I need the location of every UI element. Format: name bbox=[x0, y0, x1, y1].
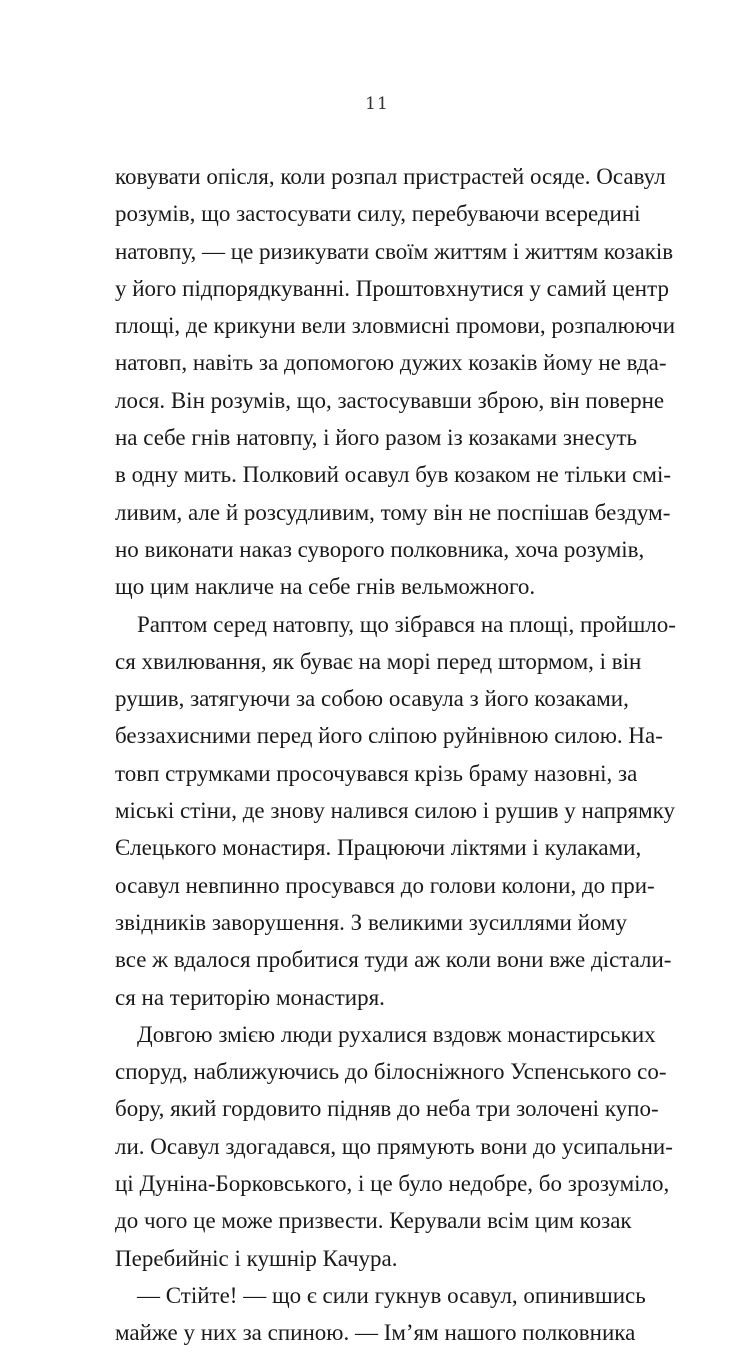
text-line: лося. Він розумів, що, застосувавши зброю, він поверне bbox=[115, 387, 665, 413]
text-line: ці Дуніна-Борковського, і це було недобре, бо зрозуміло, bbox=[115, 1171, 670, 1197]
text-line: Єлецького монастиря. Працюючи ліктями і кулаками, bbox=[115, 835, 642, 861]
text-line: ли. Осавул здогадався, що прямують вони до усипальни- bbox=[115, 1133, 673, 1159]
text-line: до чого це може призвести. Керували всім цим козак bbox=[115, 1208, 632, 1234]
text-line: майже у них за спиною. — Ім’ям нашого полковника bbox=[115, 1320, 636, 1346]
text-line: міські стіни, де знову налився силою і рушив у напрямку bbox=[115, 798, 676, 824]
text-line: у його підпорядкуванні. Проштовхнутися у самий центр bbox=[115, 275, 669, 301]
text-line: беззахисними перед його сліпою руйнівною силою. На- bbox=[115, 723, 663, 749]
text-line: в одну мить. Полковий осавул був козаком не тільки смі- bbox=[115, 462, 672, 488]
text-line: розумів, що застосувати силу, перебуваючи всередині bbox=[115, 201, 641, 227]
text-line: бору, який гордовито підняв до неба три золочені купо- bbox=[115, 1096, 659, 1122]
text-line: на себе гнів натовпу, і його разом із козаками знесуть bbox=[115, 425, 637, 451]
text-line: ковувати опісля, коли розпал пристрастей осяде. Осавул bbox=[115, 164, 666, 189]
text-line: Перебийніс і кушнір Качура. bbox=[115, 1245, 398, 1271]
text-line: ливим, але й розсудливим, тому він не поспішав бездум- bbox=[115, 499, 671, 525]
text-line: що цим накличе на себе гнів вельможного. bbox=[115, 574, 536, 600]
body-text bbox=[115, 158, 676, 1352]
text-line: все ж вдалося пробитися туди аж коли вони вже дістали- bbox=[115, 947, 672, 973]
text-line: но виконати наказ суворого полковника, хоча розумів, bbox=[115, 536, 645, 562]
text-line: Довгою змією люди рухалися вздовж монастирських bbox=[137, 1021, 656, 1047]
text-line: ся на територію монастиря. bbox=[115, 984, 385, 1010]
text-line: Раптом серед натовпу, що зібрався на площі, пройшло- bbox=[137, 611, 676, 637]
text-line: площі, де крикуни вели зловмисні промови, розпалюючи bbox=[115, 313, 676, 339]
page-number: 11 bbox=[365, 94, 389, 114]
text-line: споруд, наближуючись до білосніжного Успенського со- bbox=[115, 1059, 667, 1085]
text-line: осавул невпинно просувався до голови колони, до при- bbox=[115, 872, 655, 898]
text-line: натовп, навіть за допомогою дужих козаків йому не вда- bbox=[115, 350, 667, 376]
text-line: — Стійте! — що є сили гукнув осавул, опинившись bbox=[137, 1282, 646, 1308]
text-line: звідників заворушення. З великими зусиллями йому bbox=[115, 909, 627, 935]
text-line: рушив, затягуючи за собою осавула з його козаками, bbox=[115, 686, 629, 712]
text-line: ся хвилювання, як буває на морі перед штормом, і він bbox=[115, 648, 642, 674]
text-line: натовпу, — це ризикувати своїм життям і життям козаків bbox=[115, 238, 674, 264]
text-line: товп струмками просочувався крізь браму назовні, за bbox=[115, 760, 638, 786]
